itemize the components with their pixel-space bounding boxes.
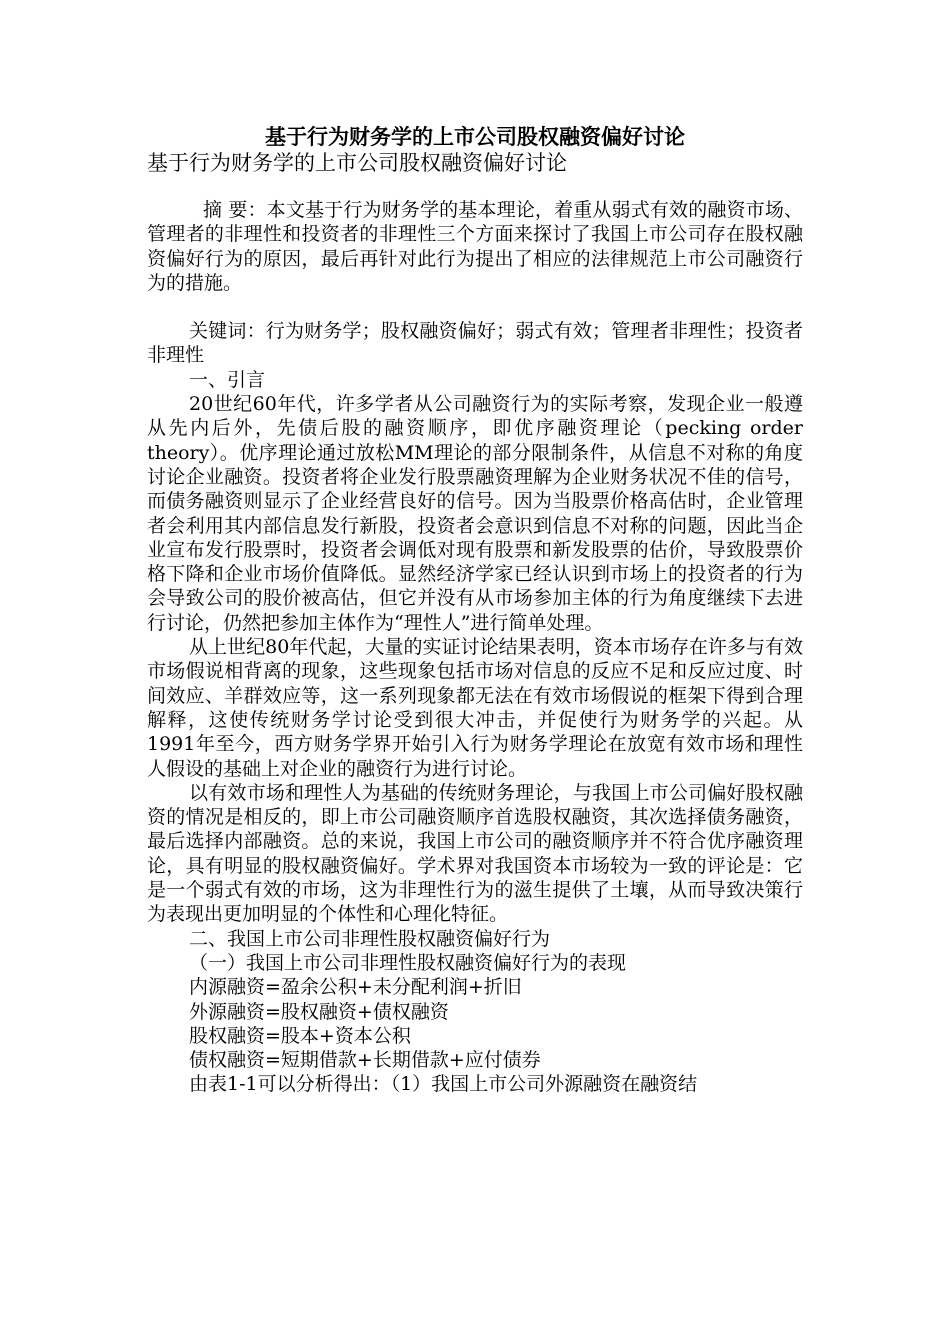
document-subtitle: 基于行为财务学的上市公司股权融资偏好讨论: [147, 151, 567, 175]
keywords-paragraph: 关键词：行为财务学；股权融资偏好；弱式有效；管理者非理性；投资者非理性: [147, 320, 803, 367]
document-title: 基于行为财务学的上市公司股权融资偏好讨论: [265, 125, 685, 149]
body-paragraph: 从上世纪80年代起，大量的实证讨论结果表明，资本市场存在许多与有效市场假说相背离的现象，这些现象包括市场对信息的反应不足和反应过度、时间效应、羊群效应等，这一系列现象都无法在有效市场假说的框架下得到合理解释，这使传统财务学讨论受到很大冲击，并促使行为财务学的兴起。从1991年至今，西方财务学界开始引入行为财务学理论在放宽有效市场和理性人假设的基础上对企业的融资行为进行讨论。: [147, 636, 803, 780]
section-heading: 二、我国上市公司非理性股权融资偏好行为: [189, 927, 551, 950]
formula-line: 内源融资=盈余公积+未分配利润+折旧: [189, 976, 522, 999]
document-body: [147, 198, 803, 1097]
section-heading-introduction: 一、引言: [189, 368, 266, 391]
formula-line: 股权融资=股本+资本公积: [189, 1024, 411, 1047]
formula-line: 债权融资=短期借款+长期借款+应付债券: [189, 1049, 541, 1072]
body-paragraph: 20世纪60年代，许多学者从公司融资行为的实际考察，发现企业一般遵从先内后外，先债后股的融资顺序，即优序融资理论（pecking order theory）。优序理论通过放松MM理论的部分限制条件，从信息不对称的角度讨论企业融资。投资者将企业发行股票融资理解为企业财务状况不佳的信号，而债务融资则显示了企业经营良好的信号。因为当股票价格高估时，企业管理者会利用其内部信息发行新股，投资者会意识到信息不对称的问题，因此当企业宣布发行股票时，投资者会调低对现有股票和新发股票的估价，导致股票价格下降和企业市场价值降低。显然经济学家已经认识到市场上的投资者的行为会导致公司的股价被高估，但它并没有从市场参加主体的行为角度继续下去进行讨论，仍然把参加主体作为“理性人”进行简单处理。: [147, 393, 803, 634]
subsection-heading: （一）我国上市公司非理性股权融资偏好行为的表现: [189, 951, 627, 974]
body-paragraph: 由表1-1可以分析得出：（1）我国上市公司外源融资在融资结: [189, 1073, 698, 1096]
body-paragraph: 以有效市场和理性人为基础的传统财务理论，与我国上市公司偏好股权融资的情况是相反的，即上市公司融资顺序首选股权融资，其次选择债务融资，最后选择内部融资。总的来说，我国上市公司的融资顺序并不符合优序融资理论，具有明显的股权融资偏好。学术界对我国资本市场较为一致的评论是：它是一个弱式有效的市场，这为非理性行为的滋生提供了土壤，从而导致决策行为表现出更加明显的个体性和心理化特征。: [147, 781, 803, 926]
abstract-paragraph: 摘 要：本文基于行为财务学的基本理论，着重从弱式有效的融资市场、管理者的非理性和投资者的非理性三个方面来探讨了我国上市公司存在股权融资偏好行为的原因，最后再针对此行为提出了相应的法律规范上市公司融资行为的措施。: [147, 199, 803, 294]
formula-line: 外源融资=股权融资+债权融资: [189, 1000, 449, 1023]
